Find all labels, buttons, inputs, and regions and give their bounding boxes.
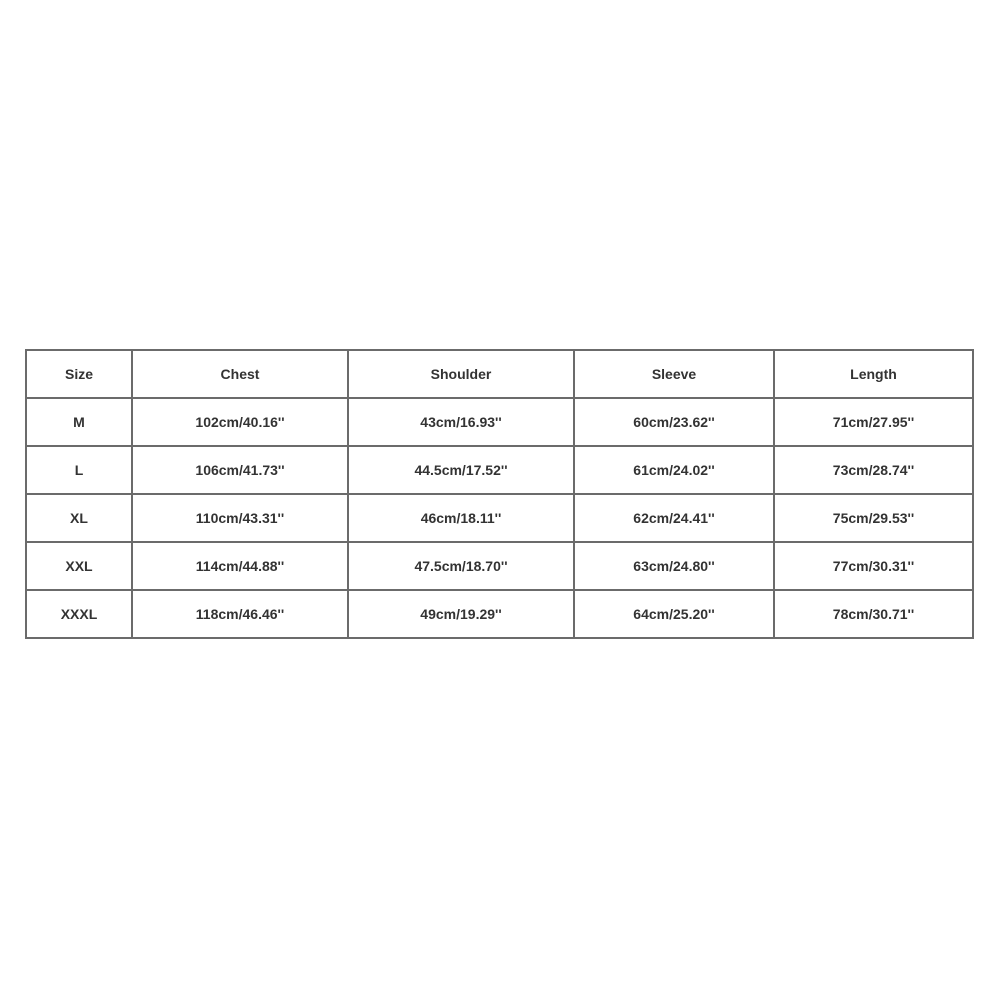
cell-sleeve: 62cm/24.41'' bbox=[574, 494, 774, 542]
cell-length: 78cm/30.71'' bbox=[774, 590, 973, 638]
cell-size: L bbox=[26, 446, 132, 494]
cell-sleeve: 60cm/23.62'' bbox=[574, 398, 774, 446]
cell-sleeve: 64cm/25.20'' bbox=[574, 590, 774, 638]
cell-chest: 106cm/41.73'' bbox=[132, 446, 348, 494]
header-sleeve: Sleeve bbox=[574, 350, 774, 398]
header-shoulder: Shoulder bbox=[348, 350, 574, 398]
cell-size: XXXL bbox=[26, 590, 132, 638]
cell-size: M bbox=[26, 398, 132, 446]
cell-length: 71cm/27.95'' bbox=[774, 398, 973, 446]
cell-sleeve: 63cm/24.80'' bbox=[574, 542, 774, 590]
header-row bbox=[26, 350, 973, 398]
table-row bbox=[26, 590, 973, 638]
table-header bbox=[26, 350, 973, 398]
table-row bbox=[26, 446, 973, 494]
cell-length: 75cm/29.53'' bbox=[774, 494, 973, 542]
size-chart-table bbox=[25, 349, 974, 639]
cell-chest: 118cm/46.46'' bbox=[132, 590, 348, 638]
table-row bbox=[26, 398, 973, 446]
header-size: Size bbox=[26, 350, 132, 398]
cell-length: 77cm/30.31'' bbox=[774, 542, 973, 590]
cell-size: XXL bbox=[26, 542, 132, 590]
header-chest: Chest bbox=[132, 350, 348, 398]
table-row bbox=[26, 494, 973, 542]
cell-shoulder: 47.5cm/18.70'' bbox=[348, 542, 574, 590]
cell-shoulder: 46cm/18.11'' bbox=[348, 494, 574, 542]
cell-shoulder: 49cm/19.29'' bbox=[348, 590, 574, 638]
cell-chest: 114cm/44.88'' bbox=[132, 542, 348, 590]
cell-length: 73cm/28.74'' bbox=[774, 446, 973, 494]
cell-sleeve: 61cm/24.02'' bbox=[574, 446, 774, 494]
table-row bbox=[26, 542, 973, 590]
cell-size: XL bbox=[26, 494, 132, 542]
cell-chest: 102cm/40.16'' bbox=[132, 398, 348, 446]
cell-shoulder: 43cm/16.93'' bbox=[348, 398, 574, 446]
cell-chest: 110cm/43.31'' bbox=[132, 494, 348, 542]
header-length: Length bbox=[774, 350, 973, 398]
table-body bbox=[26, 398, 973, 638]
cell-shoulder: 44.5cm/17.52'' bbox=[348, 446, 574, 494]
